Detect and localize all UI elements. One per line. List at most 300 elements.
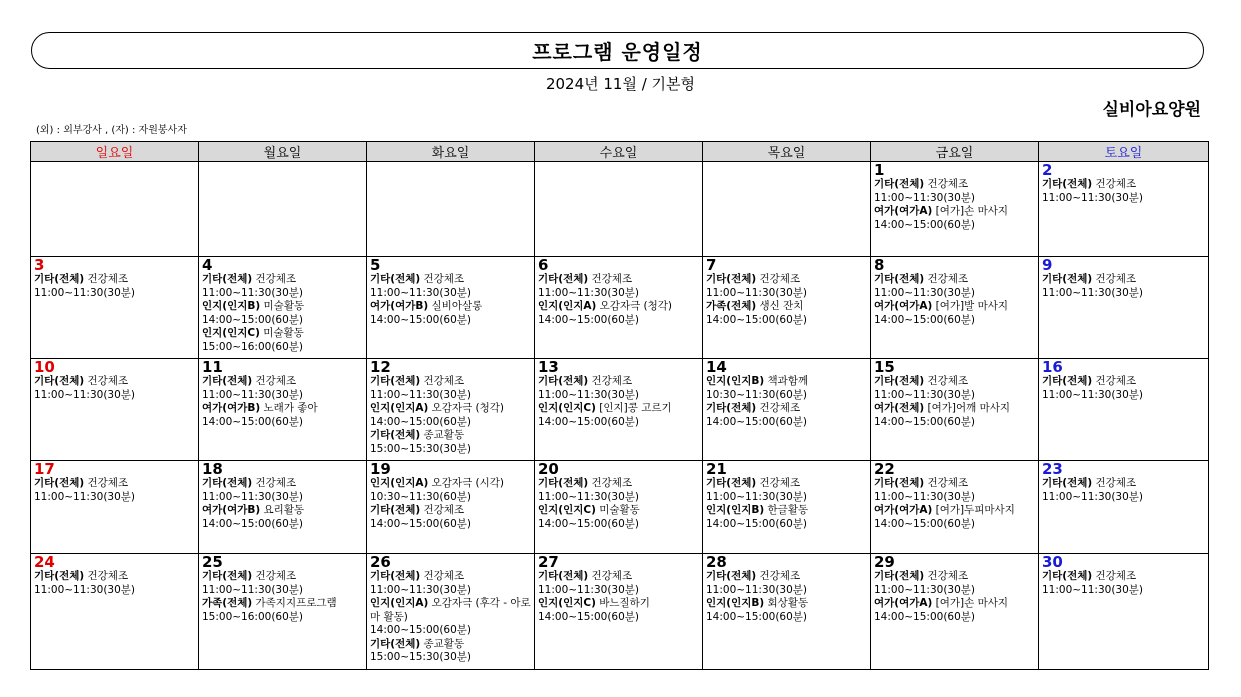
day-number: 6 xyxy=(538,256,549,274)
program-name: [여가]두피마사지 xyxy=(935,504,1015,516)
program-entry xyxy=(370,570,531,597)
program-entry xyxy=(706,300,867,327)
program-entry xyxy=(34,477,195,504)
day-number: 2 xyxy=(1042,161,1053,179)
program-name: 종교활동 xyxy=(423,429,465,441)
day-cell xyxy=(31,359,199,461)
day-number: 12 xyxy=(370,358,391,376)
program-name: [여가]어깨 마사지 xyxy=(927,402,1011,414)
program-name: 건강체조 xyxy=(423,504,465,516)
program-category: 기타(전체) xyxy=(370,375,421,387)
program-entry xyxy=(1042,477,1205,504)
program-category: 기타(전체) xyxy=(370,273,421,285)
day-cell xyxy=(871,359,1039,461)
day-cell xyxy=(367,257,535,359)
day-number: 4 xyxy=(202,256,213,274)
program-category: 여가(여가B) xyxy=(202,504,261,516)
empty-day-cell xyxy=(703,162,871,257)
program-category: 여가(여가B) xyxy=(202,402,261,414)
program-entry xyxy=(874,504,1035,531)
program-time: 14:00~15:00(60분) xyxy=(370,624,472,636)
program-category: 인지(인지C) xyxy=(538,504,596,516)
program-name: 건강체조 xyxy=(591,570,633,582)
day-cell xyxy=(871,554,1039,670)
day-number: 14 xyxy=(706,358,727,376)
day-number: 5 xyxy=(370,256,381,274)
program-category: 기타(전체) xyxy=(874,273,925,285)
program-category: 여가(여가A) xyxy=(874,597,933,609)
program-category: 인지(인지C) xyxy=(538,402,596,414)
program-entry xyxy=(370,504,531,531)
program-entry xyxy=(874,205,1035,232)
day-cell xyxy=(31,554,199,670)
program-time: 11:00~11:30(30분) xyxy=(874,388,976,401)
program-time: 11:00~11:30(30분) xyxy=(34,490,136,503)
program-time: 11:00~11:30(30분) xyxy=(874,583,976,596)
program-category: 기타(전체) xyxy=(538,375,589,387)
program-category: 기타(전체) xyxy=(874,178,925,190)
program-entry xyxy=(202,570,363,597)
program-name: [인지]콩 고르기 xyxy=(599,402,672,414)
program-name: 건강체조 xyxy=(1095,178,1137,190)
day-cell xyxy=(1039,554,1209,670)
program-time: 11:00~11:30(30분) xyxy=(538,286,640,299)
day-number: 3 xyxy=(34,256,45,274)
program-time: 11:00~11:30(30분) xyxy=(538,388,640,401)
day-number: 21 xyxy=(706,460,727,478)
program-time: 11:00~11:30(30분) xyxy=(706,286,808,299)
day-number: 17 xyxy=(34,460,55,478)
day-number: 29 xyxy=(874,553,895,571)
day-cell xyxy=(367,461,535,554)
program-name: 건강체조 xyxy=(591,375,633,387)
program-time: 14:00~15:00(60분) xyxy=(706,415,808,428)
program-time: 11:00~11:30(30분) xyxy=(706,583,808,596)
program-entry xyxy=(538,273,699,300)
program-time: 11:00~11:30(30분) xyxy=(1042,490,1144,503)
program-entry xyxy=(1042,178,1205,205)
day-number: 24 xyxy=(34,553,55,571)
program-name: 오감자극 (시각) xyxy=(431,477,505,489)
program-name: 건강체조 xyxy=(87,477,129,489)
program-entry xyxy=(370,429,531,456)
program-time: 14:00~15:00(60분) xyxy=(370,313,472,326)
program-time: 14:00~15:00(60분) xyxy=(874,517,976,530)
day-cell xyxy=(703,257,871,359)
program-name: 건강체조 xyxy=(927,375,969,387)
program-entry xyxy=(706,570,867,597)
program-category: 기타(전체) xyxy=(1042,570,1093,582)
program-time: 11:00~11:30(30분) xyxy=(202,583,304,596)
program-name: 미술활동 xyxy=(263,300,305,312)
program-name: 한글활동 xyxy=(767,504,809,516)
program-name: 가족지지프로그램 xyxy=(255,597,337,609)
program-entry xyxy=(538,597,699,624)
day-cell xyxy=(535,359,703,461)
program-category: 기타(전체) xyxy=(538,570,589,582)
day-number: 13 xyxy=(538,358,559,376)
program-name: 건강체조 xyxy=(927,273,969,285)
program-name: 생신 잔치 xyxy=(759,300,804,312)
day-number: 7 xyxy=(706,256,717,274)
program-name: 책과함께 xyxy=(767,375,809,387)
program-entry xyxy=(874,477,1035,504)
program-time: 14:00~15:00(60분) xyxy=(538,313,640,326)
program-time: 10:30~11:30(60분) xyxy=(370,490,472,503)
program-entry xyxy=(874,273,1035,300)
program-name: 건강체조 xyxy=(255,273,297,285)
program-name: 오감자극 (후각 - 아로마 활동) xyxy=(370,597,531,623)
calendar-table xyxy=(30,141,1209,670)
day-cell xyxy=(367,554,535,670)
weekday-header-thursday: 목요일 xyxy=(703,142,871,162)
day-cell xyxy=(871,257,1039,359)
program-time: 11:00~11:30(30분) xyxy=(202,490,304,503)
program-category: 인지(인지C) xyxy=(538,597,596,609)
day-number: 16 xyxy=(1042,358,1063,376)
program-entry xyxy=(874,597,1035,624)
program-entry xyxy=(370,402,531,429)
program-name: 건강체조 xyxy=(1095,477,1137,489)
program-entry xyxy=(370,597,531,638)
program-time: 15:00~15:30(30분) xyxy=(370,442,472,455)
program-category: 기타(전체) xyxy=(202,477,253,489)
program-time: 11:00~11:30(30분) xyxy=(874,286,976,299)
program-entry xyxy=(1042,375,1205,402)
program-time: 14:00~15:00(60분) xyxy=(538,610,640,623)
day-number: 22 xyxy=(874,460,895,478)
program-time: 11:00~11:30(30분) xyxy=(706,490,808,503)
program-entry xyxy=(538,300,699,327)
program-category: 가족(전체) xyxy=(706,300,757,312)
day-number: 25 xyxy=(202,553,223,571)
program-entry xyxy=(706,597,867,624)
day-cell xyxy=(199,554,367,670)
program-name: 건강체조 xyxy=(255,570,297,582)
program-name: 건강체조 xyxy=(87,375,129,387)
program-time: 11:00~11:30(30분) xyxy=(1042,388,1144,401)
program-entry xyxy=(202,300,363,327)
program-entry xyxy=(874,178,1035,205)
program-entry xyxy=(202,402,363,429)
program-time: 11:00~11:30(30분) xyxy=(202,286,304,299)
program-time: 14:00~15:00(60분) xyxy=(874,610,976,623)
program-entry xyxy=(874,402,1035,429)
program-name: 건강체조 xyxy=(759,273,801,285)
day-cell xyxy=(199,257,367,359)
program-time: 14:00~15:00(60분) xyxy=(538,517,640,530)
day-number: 30 xyxy=(1042,553,1063,571)
weekday-header-monday: 월요일 xyxy=(199,142,367,162)
program-time: 11:00~11:30(30분) xyxy=(34,388,136,401)
program-time: 15:00~16:00(60분) xyxy=(202,340,304,353)
day-cell xyxy=(535,461,703,554)
program-name: 노래가 좋아 xyxy=(263,402,318,414)
program-entry xyxy=(538,477,699,504)
program-category: 인지(인지C) xyxy=(202,327,260,339)
day-number: 28 xyxy=(706,553,727,571)
week-row xyxy=(31,257,1209,359)
program-category: 기타(전체) xyxy=(370,637,421,650)
week-row xyxy=(31,461,1209,554)
program-category: 기타(전체) xyxy=(874,375,925,387)
program-entry xyxy=(706,402,867,429)
program-category: 기타(전체) xyxy=(706,273,757,285)
week-row xyxy=(31,359,1209,461)
program-entry xyxy=(370,273,531,300)
program-category: 인지(인지B) xyxy=(706,504,765,516)
program-category: 기타(전체) xyxy=(370,504,421,516)
program-name: 바느질하기 xyxy=(599,597,650,609)
program-entry xyxy=(538,375,699,402)
program-category: 인지(인지A) xyxy=(538,300,597,312)
weekday-header-sunday: 일요일 xyxy=(31,142,199,162)
program-time: 15:00~16:00(60분) xyxy=(202,610,304,623)
day-number: 15 xyxy=(874,358,895,376)
day-number: 11 xyxy=(202,358,223,376)
program-name: 오감자극 (청각) xyxy=(431,402,505,414)
calendar-body xyxy=(31,162,1209,670)
program-category: 인지(인지B) xyxy=(202,300,261,312)
program-category: 기타(전체) xyxy=(202,273,253,285)
program-entry xyxy=(202,504,363,531)
program-name: [여가]발 마사지 xyxy=(935,300,1009,312)
program-category: 기타(전체) xyxy=(34,273,85,285)
program-time: 14:00~15:00(60분) xyxy=(874,218,976,231)
program-name: 실비아살롱 xyxy=(431,300,483,312)
program-category: 기타(전체) xyxy=(34,477,85,489)
day-cell xyxy=(871,162,1039,257)
program-category: 기타(전체) xyxy=(34,375,85,387)
program-entry xyxy=(874,300,1035,327)
program-name: 건강체조 xyxy=(255,477,297,489)
program-time: 11:00~11:30(30분) xyxy=(202,388,304,401)
program-name: 건강체조 xyxy=(759,570,801,582)
program-time: 14:00~15:00(60분) xyxy=(874,415,976,428)
empty-day-cell xyxy=(31,162,199,257)
program-time: 11:00~11:30(30분) xyxy=(370,286,472,299)
program-time: 14:00~15:00(60분) xyxy=(202,415,304,428)
day-number: 18 xyxy=(202,460,223,478)
day-cell xyxy=(1039,359,1209,461)
program-name: 건강체조 xyxy=(927,570,969,582)
program-name: 미술활동 xyxy=(599,504,640,516)
program-entry xyxy=(538,570,699,597)
day-number: 20 xyxy=(538,460,559,478)
program-entry xyxy=(34,375,195,402)
program-entry xyxy=(34,273,195,300)
program-category: 기타(전체) xyxy=(538,477,589,489)
program-entry xyxy=(202,273,363,300)
day-cell xyxy=(871,461,1039,554)
program-name: 건강체조 xyxy=(759,402,801,414)
empty-day-cell xyxy=(535,162,703,257)
program-time: 11:00~11:30(30분) xyxy=(370,583,472,596)
program-time: 11:00~11:30(30분) xyxy=(874,490,976,503)
day-cell xyxy=(535,554,703,670)
program-entry xyxy=(874,375,1035,402)
program-time: 11:00~11:30(30분) xyxy=(1042,286,1144,299)
weekday-header-saturday: 토요일 xyxy=(1039,142,1209,162)
program-entry xyxy=(34,570,195,597)
program-name: 건강체조 xyxy=(423,570,465,582)
program-time: 14:00~15:00(60분) xyxy=(202,313,304,326)
program-entry xyxy=(202,597,363,624)
program-name: 미술활동 xyxy=(263,327,304,339)
program-time: 11:00~11:30(30분) xyxy=(874,191,976,204)
program-name: 오감자극 (청각) xyxy=(599,300,673,312)
program-entry xyxy=(202,477,363,504)
weekday-header-wednesday: 수요일 xyxy=(535,142,703,162)
day-number: 19 xyxy=(370,460,391,478)
program-entry xyxy=(706,375,867,402)
day-number: 10 xyxy=(34,358,55,376)
program-category: 기타(전체) xyxy=(34,570,85,582)
program-name: 건강체조 xyxy=(87,273,129,285)
program-entry xyxy=(202,375,363,402)
program-category: 인지(인지A) xyxy=(370,477,429,489)
program-category: 인지(인지A) xyxy=(370,597,429,609)
program-entry xyxy=(538,504,699,531)
day-cell xyxy=(1039,461,1209,554)
week-row xyxy=(31,162,1209,257)
program-name: 건강체조 xyxy=(1095,375,1137,387)
program-category: 기타(전체) xyxy=(202,375,253,387)
program-name: 건강체조 xyxy=(759,477,801,489)
program-name: [여가]손 마사지 xyxy=(935,597,1009,609)
program-name: [여가]손 마사지 xyxy=(935,205,1009,217)
program-category: 기타(전체) xyxy=(1042,273,1093,285)
program-name: 건강체조 xyxy=(423,375,465,387)
program-time: 11:00~11:30(30분) xyxy=(34,583,136,596)
program-category: 여가(여가A) xyxy=(874,205,933,217)
day-number: 26 xyxy=(370,553,391,571)
program-category: 여가(전체) xyxy=(874,402,925,414)
program-time: 14:00~15:00(60분) xyxy=(706,313,808,326)
program-category: 여가(여가A) xyxy=(874,300,933,312)
program-category: 기타(전체) xyxy=(1042,178,1093,190)
day-cell xyxy=(199,359,367,461)
day-cell xyxy=(1039,162,1209,257)
day-cell xyxy=(703,461,871,554)
program-name: 건강체조 xyxy=(591,273,633,285)
weekday-header-row xyxy=(31,142,1209,162)
program-time: 15:00~15:30(30분) xyxy=(370,651,472,663)
program-category: 기타(전체) xyxy=(874,570,925,582)
program-time: 11:00~11:30(30분) xyxy=(1042,583,1144,596)
program-entry xyxy=(706,477,867,504)
program-name: 건강체조 xyxy=(87,570,129,582)
program-name: 요리활동 xyxy=(263,504,305,516)
program-entry xyxy=(202,327,363,354)
program-name: 건강체조 xyxy=(591,477,633,489)
program-category: 여가(여가B) xyxy=(370,300,429,312)
program-time: 14:00~15:00(60분) xyxy=(370,415,472,428)
program-category: 기타(전체) xyxy=(1042,375,1093,387)
day-cell xyxy=(535,257,703,359)
program-time: 11:00~11:30(30분) xyxy=(1042,191,1144,204)
program-category: 기타(전체) xyxy=(874,477,925,489)
day-number: 9 xyxy=(1042,256,1053,274)
program-entry xyxy=(370,638,531,665)
day-cell xyxy=(199,461,367,554)
program-time: 14:00~15:00(60분) xyxy=(706,610,808,623)
day-cell xyxy=(367,359,535,461)
program-time: 14:00~15:00(60분) xyxy=(874,313,976,326)
program-time: 14:00~15:00(60분) xyxy=(538,415,640,428)
page-title: 프로그램 운영일정 xyxy=(31,32,1204,69)
program-time: 11:00~11:30(30분) xyxy=(538,490,640,503)
program-category: 기타(전체) xyxy=(202,570,253,582)
day-number: 27 xyxy=(538,553,559,571)
program-category: 인지(인지A) xyxy=(370,402,429,414)
day-number: 1 xyxy=(874,161,885,179)
program-entry xyxy=(874,570,1035,597)
program-category: 기타(전체) xyxy=(706,570,757,582)
program-category: 기타(전체) xyxy=(538,273,589,285)
program-time: 11:00~11:30(30분) xyxy=(370,388,472,401)
day-number: 23 xyxy=(1042,460,1063,478)
page-subtitle: 2024년 11월 / 기본형 xyxy=(545,75,696,93)
program-category: 기타(전체) xyxy=(370,429,421,441)
empty-day-cell xyxy=(199,162,367,257)
program-entry xyxy=(706,273,867,300)
program-category: 인지(인지B) xyxy=(706,597,765,609)
program-name: 종교활동 xyxy=(423,637,465,650)
day-cell xyxy=(703,554,871,670)
program-entry xyxy=(1042,570,1205,597)
program-category: 가족(전체) xyxy=(202,597,253,609)
program-entry xyxy=(370,477,531,504)
program-name: 건강체조 xyxy=(423,273,465,285)
week-row xyxy=(31,554,1209,670)
program-name: 건강체조 xyxy=(927,477,969,489)
legend-note: (외) : 외부강사 , (자) : 자원봉사자 xyxy=(36,125,187,136)
program-entry xyxy=(538,402,699,429)
day-cell xyxy=(1039,257,1209,359)
weekday-header-tuesday: 화요일 xyxy=(367,142,535,162)
program-time: 14:00~15:00(60분) xyxy=(370,517,472,530)
program-time: 14:00~15:00(60분) xyxy=(706,517,808,530)
program-category: 기타(전체) xyxy=(706,477,757,489)
day-cell xyxy=(703,359,871,461)
program-time: 10:30~11:30(60분) xyxy=(706,388,808,401)
program-entry xyxy=(370,375,531,402)
program-name: 건강체조 xyxy=(927,178,969,190)
program-time: 11:00~11:30(30분) xyxy=(538,583,640,596)
program-name: 건강체조 xyxy=(1095,570,1137,582)
program-category: 기타(전체) xyxy=(1042,477,1093,489)
program-time: 14:00~15:00(60분) xyxy=(202,517,304,530)
program-category: 여가(여가A) xyxy=(874,504,933,516)
program-entry xyxy=(706,504,867,531)
program-entry xyxy=(1042,273,1205,300)
organization-name: 실비아요양원 xyxy=(1102,100,1201,120)
empty-day-cell xyxy=(367,162,535,257)
program-name: 건강체조 xyxy=(1095,273,1137,285)
program-time: 11:00~11:30(30분) xyxy=(34,286,136,299)
program-name: 회상활동 xyxy=(767,597,809,609)
program-name: 건강체조 xyxy=(255,375,297,387)
day-cell xyxy=(31,461,199,554)
program-category: 기타(전체) xyxy=(370,570,421,582)
program-category: 기타(전체) xyxy=(706,402,757,414)
day-cell xyxy=(31,257,199,359)
day-number: 8 xyxy=(874,256,885,274)
weekday-header-friday: 금요일 xyxy=(871,142,1039,162)
program-entry xyxy=(370,300,531,327)
program-category: 인지(인지B) xyxy=(706,375,765,387)
